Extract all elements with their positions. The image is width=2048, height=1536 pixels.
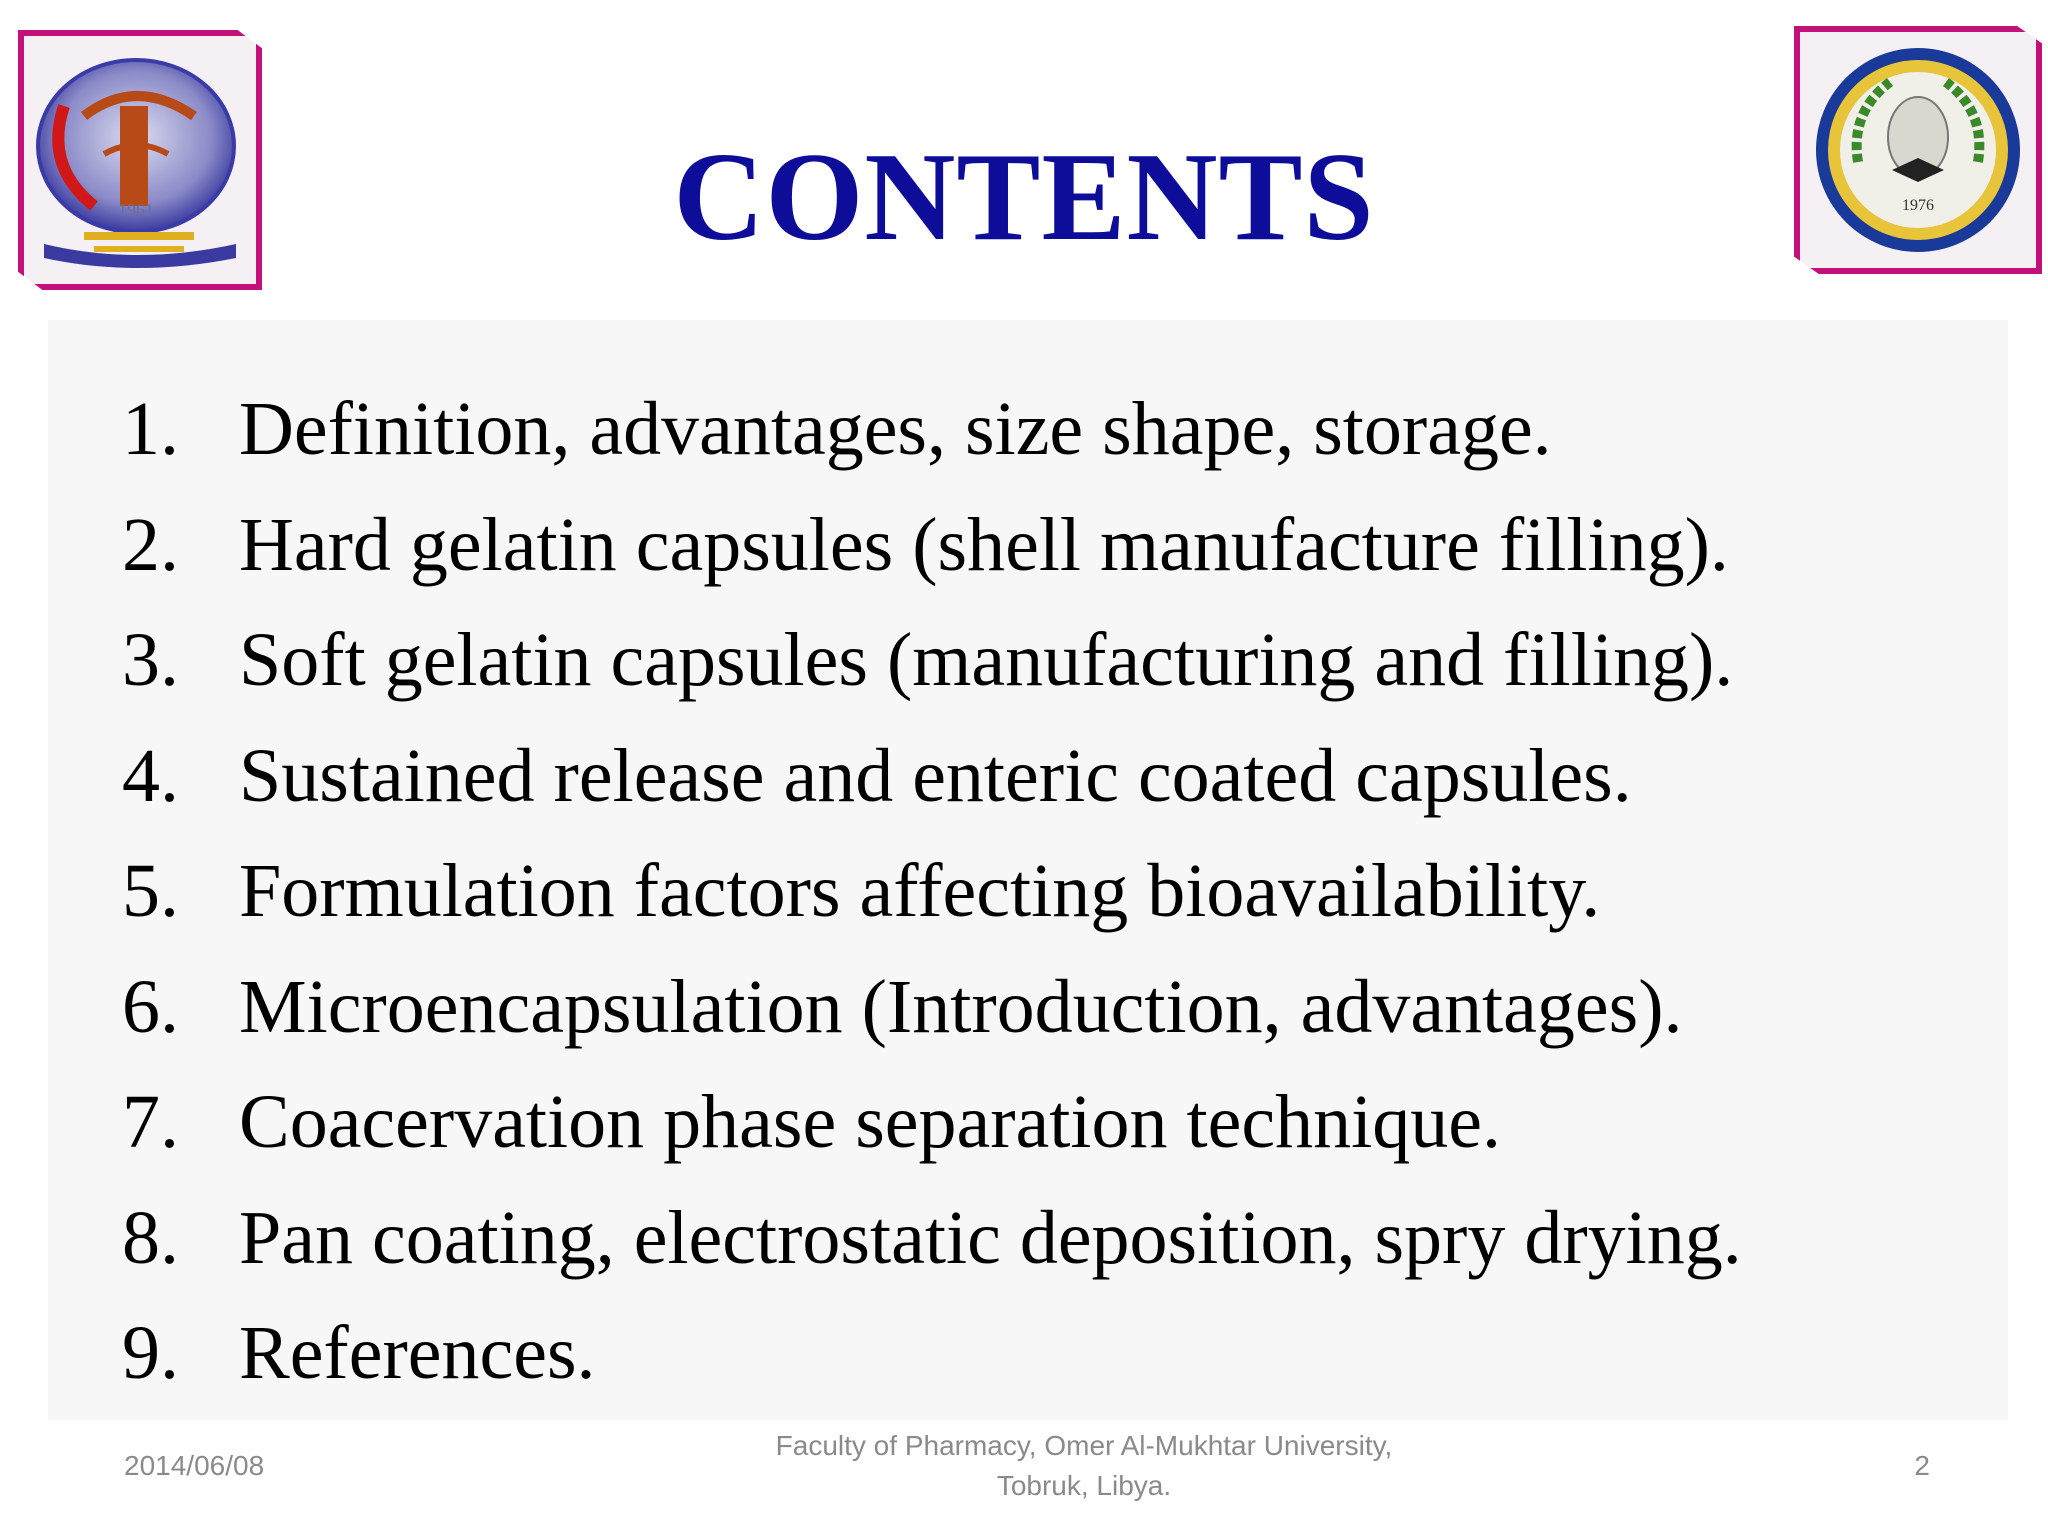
- list-item-number: 1.: [122, 387, 179, 471]
- list-item-text: Hard gelatin capsules (shell manufacture filling).: [239, 502, 1729, 587]
- contents-list: [122, 372, 1742, 1412]
- list-item-number: 3.: [122, 618, 179, 702]
- list-item: [122, 603, 1742, 719]
- list-item-number: 6.: [122, 964, 179, 1049]
- list-item-text: Microencapsulation (Introduction, advantages).: [239, 964, 1683, 1049]
- list-item: [122, 488, 1742, 604]
- list-item-text: References.: [239, 1311, 596, 1395]
- left-logo-year: 1961: [118, 200, 154, 220]
- footer-institution-line1: Faculty of Pharmacy, Omer Al-Mukhtar University,: [775, 1430, 1393, 1461]
- list-item: [122, 372, 1742, 488]
- list-item-text: Soft gelatin capsules (manufacturing and filling).: [239, 618, 1734, 702]
- list-item-number: 5.: [122, 849, 179, 933]
- list-item: [122, 1181, 1742, 1297]
- list-item-number: 7.: [122, 1080, 179, 1164]
- list-item: [122, 834, 1742, 950]
- list-item: [122, 1065, 1742, 1181]
- footer-institution: [684, 1426, 1484, 1506]
- list-item: [122, 719, 1742, 835]
- list-item-text: Formulation factors affecting bioavailability.: [239, 849, 1601, 933]
- list-item-text: Pan coating, electrostatic deposition, spry drying.: [239, 1195, 1742, 1280]
- footer-date: 2014/06/08: [124, 1450, 265, 1481]
- list-item-number: 2.: [122, 502, 179, 587]
- list-item-text: Sustained release and enteric coated capsules.: [239, 733, 1632, 818]
- footer-page-number: 2: [1914, 1450, 1930, 1481]
- list-item: [122, 950, 1742, 1066]
- list-item-number: 8.: [122, 1195, 179, 1280]
- slide-title: CONTENTS: [673, 128, 1375, 267]
- list-item-text: Definition, advantages, size shape, storage.: [239, 387, 1552, 471]
- list-item-number: 9.: [122, 1311, 179, 1395]
- list-item: [122, 1296, 1742, 1412]
- list-item-text: Coacervation phase separation technique.: [239, 1080, 1501, 1164]
- list-item-number: 4.: [122, 733, 179, 818]
- right-logo-year: 1976: [1902, 197, 1934, 214]
- footer-institution-line2: Tobruk, Libya.: [996, 1470, 1172, 1501]
